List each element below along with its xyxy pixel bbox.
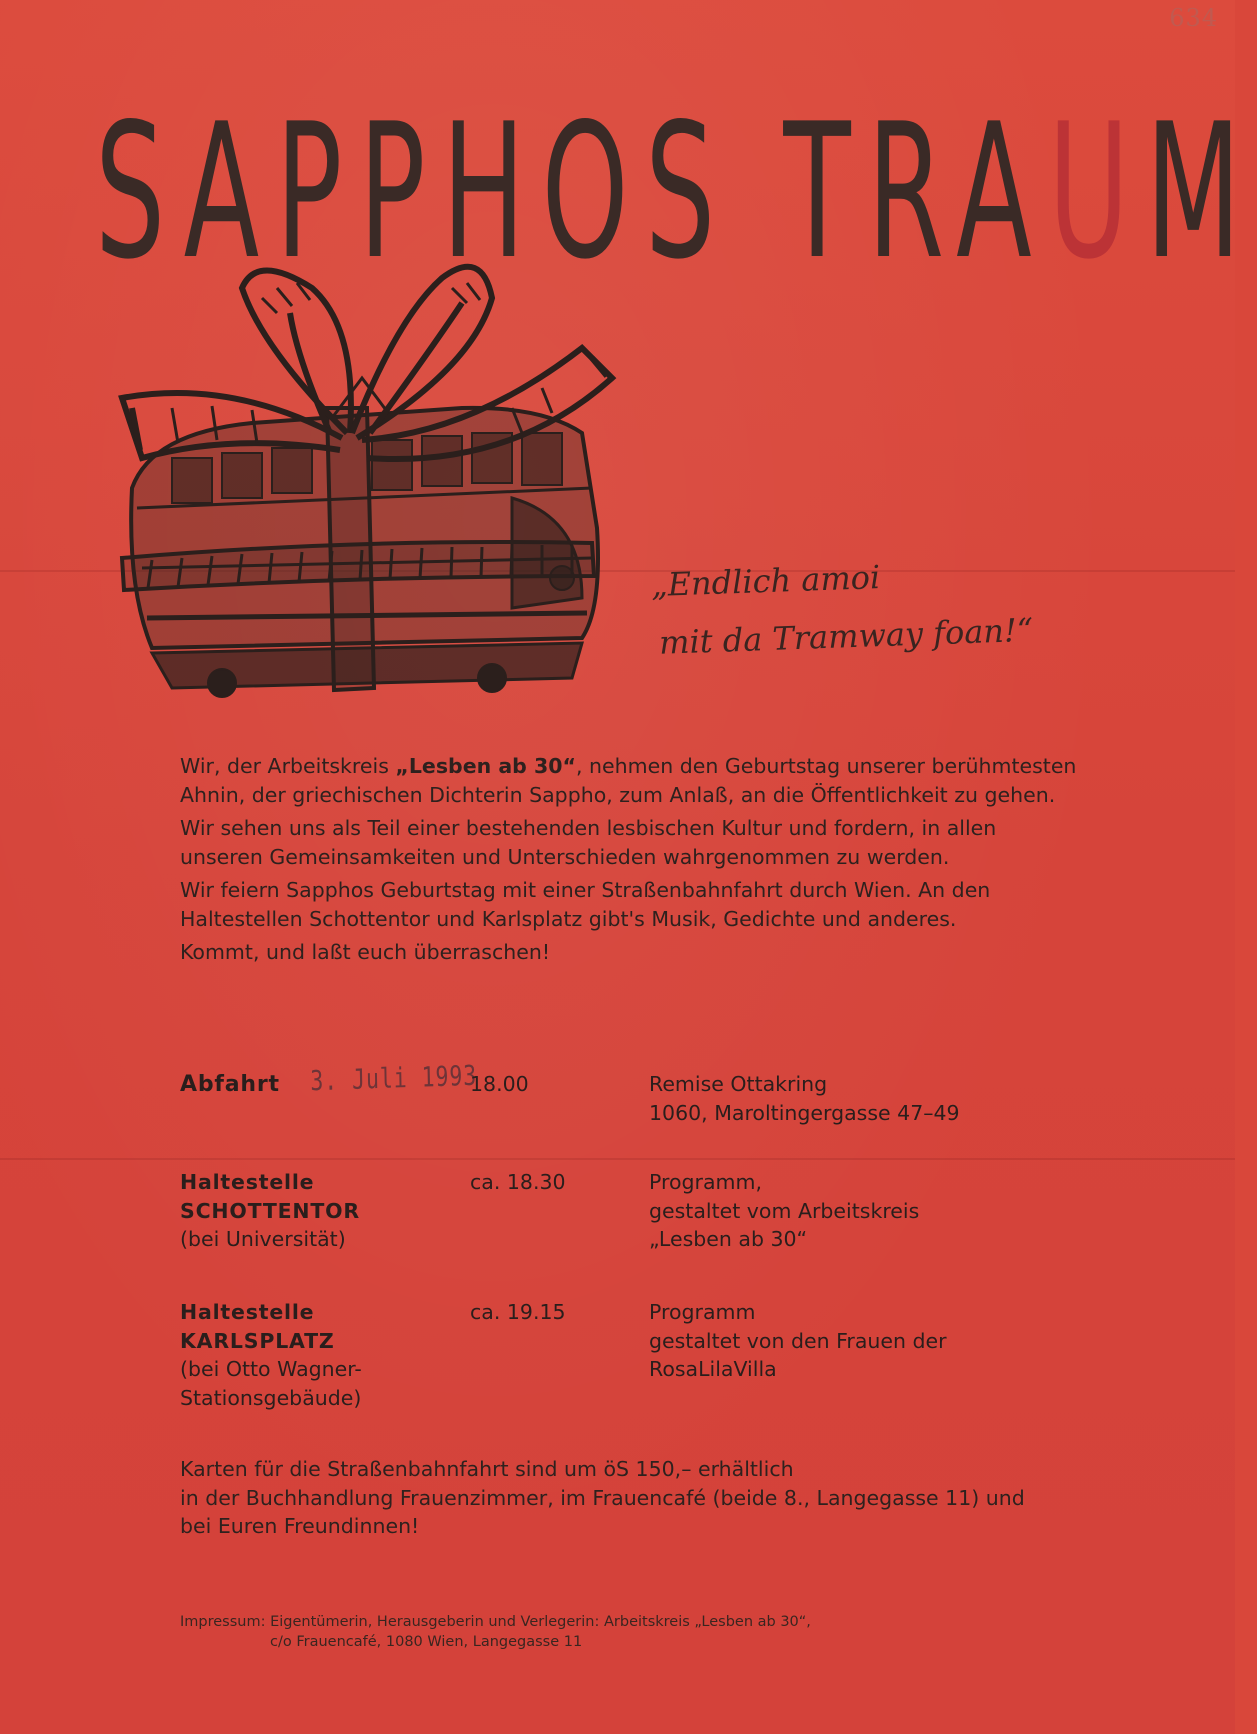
title-main: SAPPHOS TRA [95,85,1049,301]
slogan [650,540,1114,672]
stop-info [649,1298,1069,1384]
intro-paragraph: Wir sehen uns als Teil einer bestehenden lesbischen Kultur und fordern, in allen unseren Gemeinsamkeiten und Unterschieden wahrgenommen zu werden. [180,816,997,869]
departure-label: Abfahrt [180,1072,280,1097]
schedule-departure [180,1059,1080,1140]
ticket-info [180,1455,1080,1541]
stop-name: KARLSPLATZ [180,1328,335,1353]
group-name: „Lesben ab 30“ [395,754,576,778]
slogan-line: „Endlich amoi [650,558,881,605]
ticket-line: in der Buchhandlung Frauenzimmer, im Frauencafé (beide 8., Langegasse 11) und [180,1485,1025,1510]
stop-name: SCHOTTENTOR [180,1198,360,1223]
stop-label: Haltestelle [180,1170,315,1194]
stop-note: (bei Universität) [180,1227,346,1251]
stop-time: ca. 18.30 [470,1170,566,1194]
stop-label-cell [180,1168,450,1254]
date-stamp: 3. Juli 1993 [310,1059,478,1098]
ticket-line: Karten für die Straßenbahnfahrt sind um öS 150,– erhältlich [180,1457,794,1481]
stop-info [649,1168,1069,1254]
intro-paragraph [180,752,1080,809]
ribbon-bow [122,267,612,459]
info-line: Programm [649,1300,756,1324]
slogan-line: mit da Tramway foan!“ [658,610,1034,662]
title-end: M [1145,85,1257,301]
info-line: RosaLilaVilla [649,1357,777,1381]
intro-paragraph: Wir feiern Sapphos Geburtstag mit einer Straßenbahnfahrt durch Wien. An den Haltestellen Schottentor und Karlsplatz gibt's Musik, Gedichte und anderes. [180,878,991,931]
title-accent-letter: U [1048,85,1146,301]
info-line: Programm, [649,1170,762,1194]
info-line: gestaltet vom Arbeitskreis [649,1198,920,1223]
intro-text-part: Wir, der Arbeitskreis [180,754,396,778]
departure-label-cell [180,1059,478,1100]
fold-line [0,1158,1235,1160]
departure-place [649,1070,1069,1127]
ticket-line: bei Euren Freundinnen! [180,1514,420,1538]
impressum-line: c/o Frauencafé, 1080 Wien, Langegasse 11 [270,1634,583,1650]
schedule-stop-schottentor [180,1168,1080,1268]
stop-label: Haltestelle [180,1300,315,1324]
place-line: Remise Ottakring [649,1072,828,1096]
intro-paragraph: Kommt, und laßt euch überraschen! [180,940,551,964]
stop-note: Stationsgebäude) [180,1385,362,1410]
impressum-line: Impressum: Eigentümerin, Herausgeberin und Verlegerin: Arbeitskreis „Lesben ab 30“, [180,1614,811,1630]
departure-time: 18.00 [470,1072,529,1096]
place-line: 1060, Maroltingergasse 47–49 [649,1100,960,1125]
archive-number: 634 [1169,4,1218,32]
stop-note: (bei Otto Wagner- [180,1357,362,1381]
intro-text [180,752,1080,972]
tram-gift-illustration [112,258,712,728]
stop-label-cell [180,1298,450,1412]
info-line: gestaltet von den Frauen der [649,1328,947,1353]
info-line: „Lesben ab 30“ [649,1227,808,1251]
intro-text-part: , nehmen den Geburtstag unserer berühmtesten Ahnin, der griechischen Dichterin Sappho, zum Anlaß, an die Öffentlichkeit zu gehen. [180,754,1077,807]
stop-time: ca. 19.15 [470,1300,566,1324]
schedule-stop-karlsplatz [180,1298,1080,1418]
impressum [180,1612,1080,1652]
